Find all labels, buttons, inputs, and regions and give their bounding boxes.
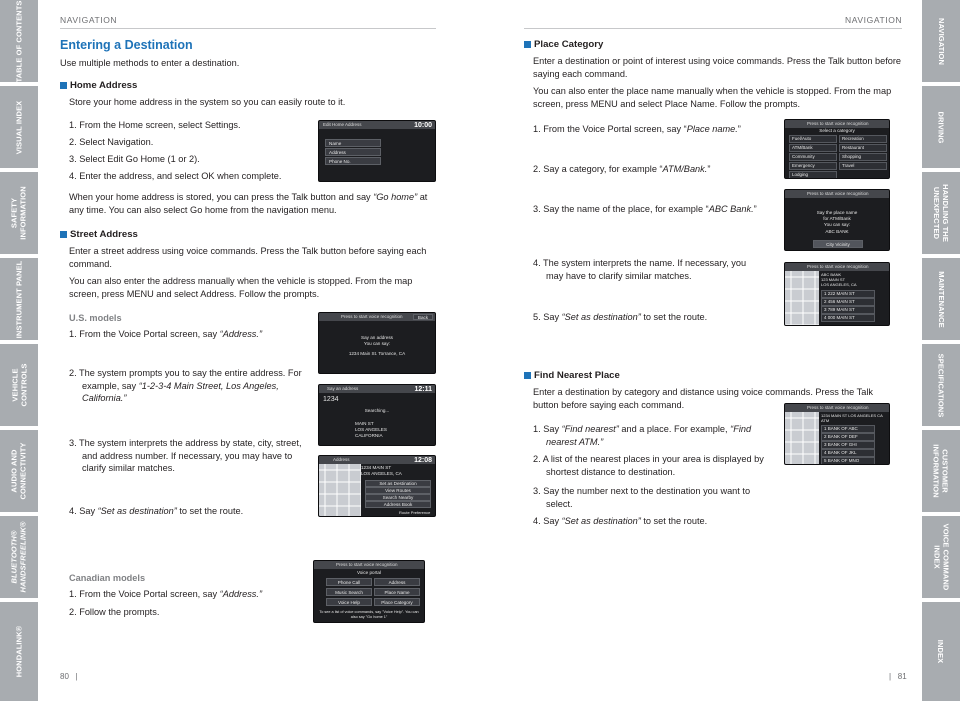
place-category-heading [524, 39, 603, 50]
tab-navigation[interactable] [922, 0, 960, 84]
tab-label: VOICE COMMAND INDEX [932, 523, 950, 591]
screen-result-title: 1234 MAIN ST LOS ANGELES CA ATM [821, 413, 883, 423]
tab-voice-command-index[interactable] [922, 516, 960, 600]
place-name-screen [784, 189, 890, 251]
screen-subtitle: Select a category [819, 128, 855, 133]
nearest-step-2: 2. A list of the nearest places in your area is displayed by shortest distance to destination. [533, 454, 764, 477]
screen-menu-item: Phone No. [325, 157, 381, 165]
screen-result-row: 3 BANK OF GHI [821, 441, 875, 449]
home-note [69, 191, 429, 216]
screen-title: Press to start voice recognition [785, 404, 889, 412]
screen-result-row: 4 000 MAIN ST [821, 314, 875, 322]
left-section-tabs [0, 0, 38, 703]
screen-title: Edit Home Address [319, 121, 435, 129]
tab-label: MAINTENANCE [936, 270, 946, 328]
street-desc-1: Enter a street address using voice commands. Press the Talk button before saying each command. [69, 246, 427, 269]
screen-result-title: ABC BANK 123 MAIN ST LOS ANGELES, CA [821, 272, 857, 287]
voice-command: “Set as destination” [561, 516, 641, 526]
tab-label: AUDIO AND CONNECTIVITY [10, 442, 29, 500]
voice-command: “1-2-3-4 Main Street, Los Angeles, California.” [82, 380, 279, 403]
place-desc-2: You can also enter the place name manually when the vehicle is stopped. From the map screen, press MENU and select Place Name. Follow the prompts. [533, 86, 892, 109]
screen-result-row: 4 BANK OF JKL [821, 449, 875, 457]
heading-label: Street Address [70, 229, 138, 240]
place-step-3 [533, 203, 763, 216]
screen-footer: To see a list of voice commands, say "Voice Help". You can also say "Go home 1" [319, 610, 419, 619]
screen-field: CALIFORNIA [355, 433, 383, 438]
screen-category: ATM/Bank [789, 144, 837, 152]
screen-option: Search Nearby [365, 494, 431, 501]
nearest-step-4 [533, 515, 773, 528]
text: ” [737, 124, 741, 134]
heading-label: Home Address [70, 80, 138, 91]
right-section-tabs [922, 0, 960, 703]
place-step-1 [533, 123, 783, 136]
home-step-3: 3. Select Edit Go Home (1 or 2). [69, 154, 200, 164]
tab-safety-information[interactable] [0, 172, 38, 256]
tab-label: VEHICLE CONTROLS [10, 363, 29, 407]
screen-menu-item: Address [325, 148, 381, 156]
home-address-desc: Store your home address in the system so you can easily route to it. [69, 97, 346, 107]
screen-footer: Route Preference [399, 510, 431, 515]
heading-label: Find Nearest Place [534, 370, 620, 381]
map-thumbnail [785, 271, 819, 326]
tab-maintenance[interactable] [922, 258, 960, 342]
tab-label: SAFETY INFORMATION [10, 186, 28, 240]
text: 3. Say the name of the place, for example “ [533, 204, 709, 214]
screen-field: MAIN ST [355, 421, 374, 426]
heading-label: Place Category [534, 39, 604, 50]
page-title: Entering a Destination [60, 38, 193, 52]
text: When your home address is stored, you can press the Talk button and say [69, 192, 374, 202]
place-step-5 [533, 311, 783, 324]
us-models-label: U.S. models [69, 313, 122, 323]
place-step-4: 4. The system interprets the name. If necessary, you may have to clarify similar matches. [533, 258, 747, 281]
address-search-screen [318, 384, 436, 446]
voice-command: “Set as destination” [97, 506, 177, 516]
voice-command: “Address.” [219, 589, 263, 599]
find-nearest-heading [524, 370, 620, 381]
nearest-step-3: 3. Say the number next to the destination you want to select. [533, 486, 751, 509]
screen-title: Press to start voice recognition [319, 313, 435, 321]
screen-option: Music Search [326, 588, 372, 596]
screen-menu-item: Name [325, 139, 381, 147]
place-step-2 [533, 163, 783, 176]
screen-subtitle: Voice portal [356, 570, 381, 575]
screen-number: 1234 [323, 396, 339, 403]
screen-option: Address [374, 578, 420, 586]
map-thumbnail [785, 412, 819, 465]
screen-category: Lodging [789, 171, 837, 179]
tab-visual-index[interactable] [0, 86, 38, 170]
screen-title: Press to start voice recognition [785, 263, 889, 271]
ca-step-1 [69, 588, 309, 601]
screen-example: 1234 Main St. Torrance, CA [348, 351, 406, 356]
category-select-screen [784, 119, 890, 179]
screen-status: Searching... [364, 408, 390, 413]
tab-label: VISUAL INDEX [14, 100, 24, 154]
tab-driving[interactable] [922, 86, 960, 170]
screen-option: Phone Call [326, 578, 372, 586]
bullet-square-icon [524, 372, 531, 379]
voice-command: ATM/Bank. [662, 164, 708, 174]
screen-result-row: 5 BANK OF MNO [821, 457, 875, 465]
tab-label: INDEX [936, 639, 946, 664]
intro-text: Use multiple methods to enter a destination. [60, 58, 240, 68]
text: at any time. You can also select Go home from the navigation menu. [69, 192, 428, 215]
screen-result-row: 1 222 MAIN ST [821, 290, 875, 298]
screen-option: Address Book [365, 501, 431, 508]
page-number: 81 [897, 672, 907, 681]
screen-option: Place Name [374, 588, 420, 596]
left-header-rule [60, 28, 436, 29]
screen-title: Address [319, 456, 435, 464]
tab-label: NAVIGATION [936, 17, 946, 65]
right-page-number [889, 672, 907, 681]
home-step-2: 2. Select Navigation. [69, 137, 154, 147]
tab-bluetooth-handsfreelink[interactable] [0, 516, 38, 600]
screen-title: Say an address [319, 385, 435, 393]
voice-command: “Address.” [219, 329, 263, 339]
screen-option: View Routes [365, 487, 431, 494]
canadian-models-label: Canadian models [69, 573, 146, 583]
screen-category: Shopping [839, 153, 887, 161]
text: ” [707, 164, 711, 174]
text: 1. From the Voice Portal screen, say “ [533, 124, 687, 134]
street-address-heading [60, 229, 138, 240]
text: and a place. For example, [618, 424, 731, 434]
screen-clock: 12:11 [414, 386, 432, 393]
tab-audio-and-connectivity[interactable] [0, 430, 38, 514]
screen-address-line: LOS ANGELES, CA [361, 471, 402, 476]
text: 2. The system prompts you to say the entire address. For example, say [69, 368, 302, 391]
screen-result-row: 1 BANK OF ABC [821, 425, 875, 433]
find-nearest-screen [784, 403, 890, 465]
right-header-rule [524, 28, 902, 29]
text: 1. Say [533, 424, 562, 434]
screen-button: City Vicinity [813, 240, 863, 248]
screen-result-row: 2 BANK OF DEF [821, 433, 875, 441]
screen-example: ABC BANK [825, 229, 849, 234]
tab-customer-information[interactable] [922, 430, 960, 514]
text: 1. From the Voice Portal screen, say [69, 589, 220, 599]
bullet-square-icon [60, 231, 67, 238]
screen-result-row: 3 789 MAIN ST [821, 306, 875, 314]
voice-command: Place name. [686, 124, 738, 134]
screen-field: LOS ANGELES [355, 427, 387, 432]
page-number: 80 [60, 672, 69, 681]
place-results-screen [784, 262, 890, 326]
screen-category: Restaurant [839, 144, 887, 152]
tab-label: HANDLING THE UNEXPECTED [932, 184, 950, 242]
tab-label: BLUETOOTH® HANDSFREELINK® [10, 521, 28, 593]
text: ” [753, 204, 757, 214]
voice-command: “Go home” [373, 192, 418, 202]
voice-portal-screen [313, 560, 425, 623]
home-step-4: 4. Enter the address, and select OK when complete. [69, 171, 282, 181]
screen-title: Press to start voice recognition [785, 120, 889, 128]
bullet-square-icon [60, 82, 67, 89]
tab-vehicle-controls[interactable] [0, 344, 38, 428]
edit-home-address-screen [318, 120, 436, 182]
text: 2. Say a category, for example “ [533, 164, 663, 174]
text: to set the route. [176, 506, 244, 516]
right-page-header: NAVIGATION [845, 15, 903, 25]
text: 4. Say [533, 516, 562, 526]
screen-option: Set as Destination [365, 480, 431, 487]
screen-back-button: Back [413, 314, 433, 320]
screen-address-line: 1234 MAIN ST [361, 465, 392, 470]
map-thumbnail [319, 464, 361, 517]
screen-category: Recreation [839, 135, 887, 143]
nearest-desc: Enter a destination by category and distance using voice commands. Press the Talk button before saying each command. [533, 387, 873, 410]
tab-index[interactable] [922, 602, 960, 703]
screen-category: Fuel/Auto [789, 135, 837, 143]
page-separator: | [889, 672, 892, 681]
home-address-heading [60, 80, 137, 91]
tab-specifications[interactable] [922, 344, 960, 428]
tab-instrument-panel[interactable] [0, 258, 38, 342]
tab-label: TABLE OF CONTENTS [14, 0, 24, 82]
screen-category: Travel [839, 162, 887, 170]
voice-address-screen [318, 312, 436, 374]
screen-title: Press to start voice recognition [314, 561, 424, 569]
screen-prompt: Say the place name for ATM/Bank You can say: [816, 210, 858, 227]
screen-clock: 12:08 [414, 457, 432, 464]
left-page-number [60, 672, 78, 681]
tab-table-of-contents[interactable] [0, 0, 38, 84]
left-page-header: NAVIGATION [60, 15, 118, 25]
voice-command: ABC Bank. [708, 204, 754, 214]
screen-option: Voice Help [326, 598, 372, 606]
tab-label: DRIVING [936, 111, 946, 143]
tab-hondalink[interactable] [0, 602, 38, 703]
text: to set the route. [640, 312, 708, 322]
tab-label: CUSTOMER INFORMATION [932, 444, 950, 498]
voice-command: “Find nearest” [561, 424, 619, 434]
home-step-1: 1. From the Home screen, select Settings. [69, 120, 241, 130]
us-step-1 [69, 328, 309, 341]
tab-handling-the-unexpected[interactable] [922, 172, 960, 256]
us-step-3: 3. The system interprets the address by state, city, street, and address number. If necessary, you may have to clarify similar matches. [69, 438, 302, 473]
tab-label: SPECIFICATIONS [936, 353, 946, 417]
screen-option: Place Category [374, 598, 420, 606]
us-step-4 [69, 505, 309, 518]
page-separator: | [75, 672, 78, 681]
tab-label: INSTRUMENT PANEL [14, 260, 24, 338]
screen-category: Community [789, 153, 837, 161]
screen-title: Press to start voice recognition [785, 190, 889, 198]
text: 1. From the Voice Portal screen, say [69, 329, 220, 339]
text: 5. Say [533, 312, 562, 322]
tab-label: HONDALINK® [14, 625, 24, 678]
ca-step-2: 2. Follow the prompts. [69, 607, 160, 617]
text: 4. Say [69, 506, 98, 516]
address-result-screen [318, 455, 436, 517]
voice-command: “Find nearest ATM.” [546, 424, 752, 447]
voice-command: “Set as destination” [561, 312, 641, 322]
text: to set the route. [640, 516, 708, 526]
screen-clock: 10:00 [414, 122, 432, 129]
us-step-2 [69, 367, 309, 405]
street-desc-2: You can also enter the address manually when the vehicle is stopped. From the map screen, press MENU and select Address. Follow the prompts. [69, 276, 413, 299]
bullet-square-icon [524, 41, 531, 48]
screen-prompt: Say an address You can say: [361, 335, 393, 346]
place-desc-1: Enter a destination or point of interest using voice commands. Press the Talk button before saying each command. [533, 56, 902, 79]
nearest-step-1 [533, 423, 773, 448]
screen-result-row: 2 456 MAIN ST [821, 298, 875, 306]
screen-category: Emergency [789, 162, 837, 170]
